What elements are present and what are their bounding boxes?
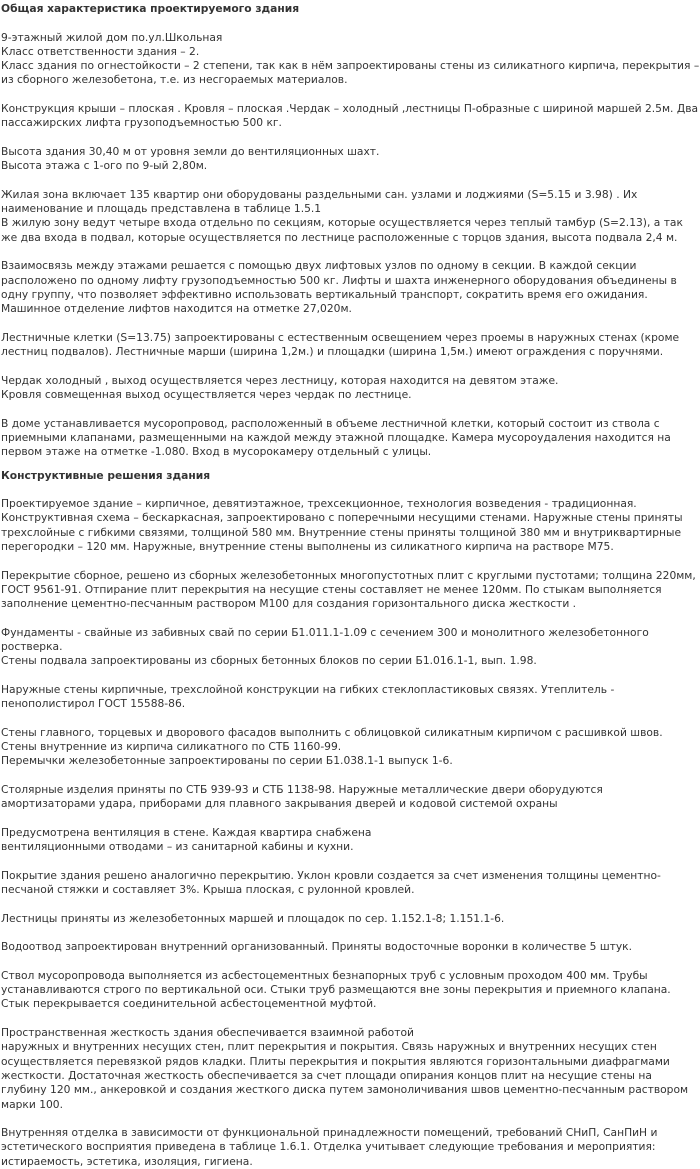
paragraph [1,683,700,712]
paragraph-line: Наружные стены кирпичные, трехслойной конструкции на гибких стеклопластиковых связях. Утеплитель - пенополистирол ГОСТ 15588-86. [1,682,615,711]
paragraph [1,569,700,612]
spacer [1,611,700,625]
paragraph-line: Внутренняя отделка в зависимости от функциональной принадлежности помещений, требований СНиП, СанПиН и эстетического восприятия приведена в таблице 1.6.1. Отделка учитывает следующие требования и мероприятия: истираемость, эстетика, изоляция, гигиена. [1,1126,658,1168]
section-general-content [1,31,700,460]
paragraph [1,912,700,926]
paragraph [1,969,700,1012]
paragraph-line: В доме устанавливается мусоропровод, расположенный в объеме лестничной клетки, который состоит из ствола с приемными клапанами, размещенными на каждой между этажной площадке. Камера мусороудаления находится на первом этаже на отметке -1.080. Вход в мусорокамеру отдельный с улицы. [1,416,671,459]
spacer [1,1012,700,1026]
spacer [1,402,700,416]
spacer [1,897,700,911]
paragraph [1,726,700,769]
paragraph [1,940,700,954]
paragraph-line: Стены главного, торцевых и дворового фасадов выполнить с облицовкой силикатным кирпичом с расшивкой швов. [1,725,663,739]
paragraph [1,783,700,812]
spacer [1,483,700,497]
spacer [1,174,700,188]
section-title-structural: Конструктивные решения здания [1,468,211,482]
spacer [1,712,700,726]
paragraph-line: Предусмотрена вентиляция в стене. Каждая квартира снабжена [1,825,372,839]
paragraph-line: Чердак холодный , выход осуществляется через лестницу, которая находится на девятом этаже. [1,373,559,387]
spacer [1,855,700,869]
paragraph [1,869,700,898]
paragraph-line: Фундаменты - свайные из забивных свай по серии Б1.011.1-1.09 с сечением 300 и монолитного железобетонного ростверка. [1,625,649,654]
paragraph-line: Водоотвод запроектирован внутренний организованный. Приняты водосточные воронки в количестве 5 штук. [1,940,633,954]
spacer [1,317,700,331]
paragraph-line: Пространственная жесткость здания обеспечивается взаимной работой [1,1026,414,1040]
spacer [1,955,700,969]
spacer [1,16,700,30]
paragraph-line: Взаимосвязь между этажами решается с помощью двух лифтовых узлов по одному в секции. В каждой секции расположено по одному лифту грузоподъемностью 500 кг. Лифты и шахта инженерного оборудования объединены в одну группу, что позволяет эффективно использовать вертикальный транспорт, сократить время его ожидания. Машинное отделение лифтов находится на отметке 27,020м. [1,259,677,316]
paragraph-line: Лестничные клетки (S=13.75) запроектированы с естественным освещением через проемы в наружных стенах (кроме лестниц подвалов). Лестничные марши (ширина 1,2м.) и площадки (ширина 1,5м.) имеют ограждения с поручнями. [1,330,680,359]
paragraph-line: Покрытие здания решено аналогично перекрытию. Уклон кровли создается за счет изменения толщины цементно-песчаной стяжки и составляет 3%. Крыша плоская, с рулонной кровлей. [1,868,661,897]
spacer [1,669,700,683]
paragraph-line: Столярные изделия приняты по СТБ 939-93 и СТБ 1138-98. Наружные металлические двери оборудуются амортизаторами удара, приборами для плавного закрывания дверей и кодовой системой охраны [1,783,603,811]
paragraph [1,331,700,360]
section-structural-content [1,497,700,1169]
spacer [1,245,700,259]
paragraph-line: наружных и внутренних несущих стен, плит перекрытия и покрытия. Связь наружных и внутренних несущих стен осуществляется перевязкой рядов кладки. Плиты перекрытия и покрытия являются горизонтальными диафрагмами жесткости. Достаточная жесткость обеспечивается за счет площади опирания концов плит на несущие стены на глубину 120 мм., анкеровкой и создания жесткого диска путем замоноличивания швов цементно-песчанным раствором марки 100. [1,1040,689,1111]
paragraph-line: Жилая зона включает 135 квартир они оборудованы раздельными сан. узлами и лоджиями (S=5.15 и 3.98) . Их наименование и площадь представлена в таблице 1.5.1 [1,187,638,216]
paragraph-line: Проектируемое здание – кирпичное, девятиэтажное, трехсекционное, технология возведения - традиционная. [1,497,637,511]
paragraph [1,259,700,316]
paragraph-line: Перемычки железобетонные запроектированы по серии Б1.038.1-1 выпуск 1-6. [1,754,453,768]
paragraph-line: В жилую зону ведут четыре входа отдельно по секциям, которые осуществляется через теплый тамбур (S=2.13), а так же два входа в подвал, которые осуществляется по лестнице расположенные с торцов здания, высота подвала 2,4 м. [1,216,683,244]
spacer [1,88,700,102]
paragraph-line: Стены подвала запроектированы из сборных бетонных блоков по серии Б1.016.1-1, вып. 1.98. [1,654,537,668]
paragraph-line: Ствол мусоропровода выполняется из асбестоцементных безнапорных труб с условным проходом 400 мм. Трубы устанавливаются строго по вертикальной оси. Стыки труб размещаются вне зоны перекрытия и приемного клапана. Стык перекрывается соединительной асбестоцементной муфтой. [1,968,671,1011]
spacer [1,554,700,568]
spacer [1,1112,700,1126]
paragraph-line: Конструктивная схема – бескаркасная, запроектировано с поперечными несущими стенами. Наружные стены приняты трехслойные с гибкими связями, толщиной 580 мм. Внутренние стены приняты толщиной 380 мм и внутриквартирные перегородки – 120 мм. Наружные, внутренние стены выполнены из силикатного кирпича на растворе М75. [1,511,683,553]
paragraph-line: Класс ответственности здания – 2. [1,44,200,58]
paragraph [1,374,700,403]
paragraph-line: Лестницы приняты из железобетонных маршей и площадок по сер. 1.152.1-8; 1.151.1-6. [1,911,505,925]
paragraph-line: Перекрытие сборное, решено из сборных железобетонных многопустотных плит с круглыми пустотами; толщина 220мм, ГОСТ 9561-91. Отпирание плит перекрытия на несущие стены составляет не менее 120мм. По стыкам выполняется заполнение цементно-песчанным раствором М100 для создания горизонтального диска жесткости . [1,568,696,611]
paragraph [1,1126,700,1169]
paragraph-line: Высота здания 30,40 м от уровня земли до вентиляционных шахт. [1,144,380,158]
spacer [1,131,700,145]
paragraph [1,188,700,245]
paragraph [1,417,700,460]
paragraph [1,31,700,88]
paragraph-line: Стены внутренние из кирпича силикатного по СТБ 1160-99. [1,740,342,754]
paragraph-line: Кровля совмещенная выход осуществляется через чердак по лестнице. [1,388,412,402]
paragraph [1,102,700,131]
spacer [1,926,700,940]
paragraph-line: Класс здания по огнестойкости – 2 степени, так как в нём запроектированы стены из силикатного кирпича, перекрытия – из сборного железобетона, т.е. из несгораемых материалов. [1,59,700,87]
spacer [1,769,700,783]
paragraph [1,626,700,669]
paragraph-line: Конструкция крыши – плоская . Кровля – плоская .Чердак – холодный ,лестницы П-образные с шириной маршей 2.5м. Два пассажирских лифта грузоподъемностью 500 кг. [1,102,699,130]
spacer [1,812,700,826]
paragraph [1,497,700,554]
paragraph-line: вентиляционными отводами – из санитарной кабины и кухни. [1,840,354,854]
paragraph [1,1026,700,1112]
paragraph [1,826,700,855]
paragraph-line: 9-этажный жилой дом по.ул.Школьная [1,30,223,44]
section-title-general: Общая характеристика проектируемого здания [1,2,300,15]
paragraph-line: Высота этажа с 1-ого по 9-ый 2,80м. [1,159,208,173]
spacer [1,359,700,373]
paragraph [1,145,700,174]
